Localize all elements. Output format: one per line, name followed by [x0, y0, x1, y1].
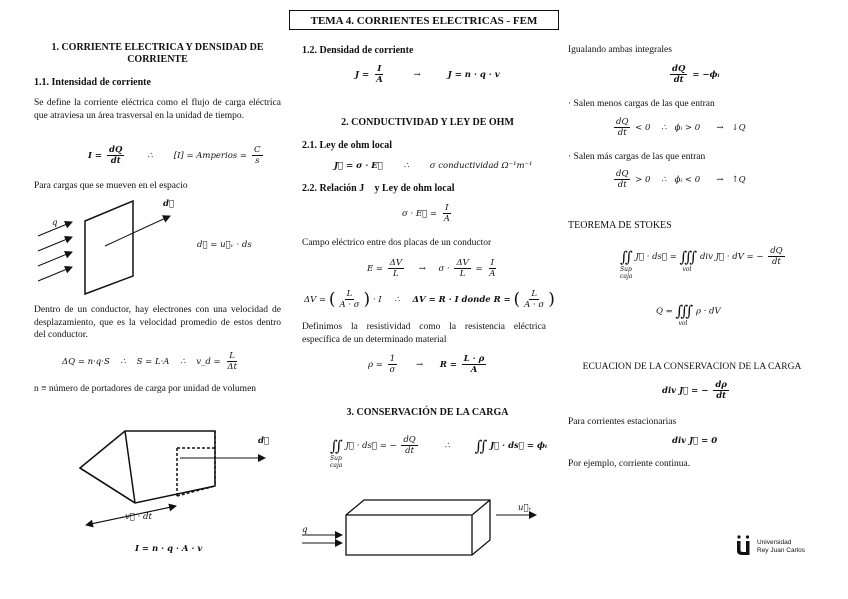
section-1-heading: 1. CORRIENTE ELECTRICA Y DENSIDAD DE CORRIENTE: [51, 42, 264, 65]
paragraph-more-charges: · Salen más cargas de las que entran: [568, 152, 706, 162]
figure-charge-label: q: [52, 218, 58, 228]
section-1-2-heading: 1.2. Densidad de corriente: [302, 45, 414, 56]
equation-intensity: I = $\frac{dQ}{dt}$ ∴ [I] = Amperios = $\frac{C}{s}$: [88, 145, 261, 166]
conservation-equation-heading: ECUACION DE LA CONSERVACION DE LA CARGA: [582, 362, 802, 372]
paragraph-carrier-density: n ≡ número de portadores de carga por unidad de volumen: [34, 384, 257, 394]
stokes-heading: TEOREMA DE STOKES: [568, 220, 672, 231]
equation-field: E = $\frac{\Delta V}{L}$ → σ · $\frac{\Delta V}{L}$ = $\frac{I}{A}$: [367, 258, 496, 279]
paragraph-equating-integrals: Igualando ambas integrales: [568, 45, 672, 55]
figure-charge-label-2: q: [302, 525, 308, 535]
equation-stationary: div J⃗ = 0: [672, 436, 718, 446]
equation-stokes: ∬ Sup caja J⃗ · ds⃗ = ∭ vol div J⃗ · dV = − $\frac{dQ}{dt}$: [620, 246, 783, 280]
equation-total-charge: Q = ∭ vol ρ · dV: [656, 302, 721, 327]
section-3-heading: 3. CONSERVACIÓN DE LA CARGA: [346, 407, 509, 418]
area-plane: [85, 201, 133, 294]
paragraph-moving-charges: Para cargas que se mueven en el espacio: [34, 181, 188, 191]
equation-charge-volume: ΔQ = n·q·S ∴ S = L·A ∴ v_d = $\frac{L}{\Delta t}$: [62, 351, 237, 372]
paragraph-field-plates: Campo eléctrico entre dos placas de un conductor: [302, 238, 492, 248]
university-name: [757, 539, 805, 555]
equation-flux-balance: $\frac{dQ}{dt}$ = −ϕᵢ: [672, 64, 720, 85]
section-2-2-heading: 2.2. Relación J⃗ y Ley de ohm local: [302, 183, 455, 194]
section-1-1-heading: 1.1. Intensidad de corriente: [34, 77, 151, 88]
figure-conductor-segment: [80, 428, 280, 528]
figure-unit-vector-label: u⃗ᵥ: [518, 503, 532, 513]
figure-box-conductor: [300, 495, 540, 565]
charge-arrow: [38, 267, 72, 281]
equation-resistance: ΔV = ( $\frac{L}{A \cdot \sigma}$ ) · I ∴ ΔV = R · I donde R = ( $\frac{L}{A \cdot \sigma}$ ): [304, 289, 555, 310]
paragraph-stationary: Para corrientes estacionarias: [568, 417, 677, 427]
equation-resistivity: ρ = $\frac{1}{\sigma}$ → R = $\frac{L \cdot \rho}{A}$: [368, 354, 485, 375]
equation-current-density: J = $\frac{I}{A}$ → J = n · q · v: [355, 64, 500, 85]
equation-sigma-e: σ · E⃗ = $\frac{I}{A}$: [402, 203, 450, 224]
paragraph-fewer-charges: · Salen menos cargas de las que entran: [568, 99, 715, 109]
equation-displacement: d⃗ = u⃗ᵥ · ds: [197, 240, 252, 250]
paragraph-example: Por ejemplo, corriente continua.: [568, 459, 691, 469]
displacement-arrow: [105, 216, 170, 246]
equation-ohm-local: J⃗ = σ · E⃗ ∴ σ conductividad Ω⁻¹m⁻¹: [334, 161, 533, 171]
paragraph-current-definition: Se define la corriente eléctrica como el flujo de carga eléctrica que atraviesa un área trasversal en la unidad de tiempo.: [34, 98, 281, 121]
charge-arrow: [38, 252, 72, 266]
equation-fewer-charges: $\frac{dQ}{dt}$ < 0 ∴ ϕᵢ > 0 → ↓Q: [616, 117, 746, 138]
figure-displacement-label: d⃗: [163, 199, 175, 209]
section-2-heading: 2. CONDUCTIVIDAD Y LEY DE OHM: [341, 117, 514, 128]
equation-conservation-flux: ∬ Sup caja J⃗ · ds⃗ = − $\frac{dQ}{dt}$ ∴ ∬ J⃗ · ds⃗ = ϕᵢ: [330, 435, 547, 469]
university-name-line2: Rey Juan Carlos: [757, 547, 806, 554]
paragraph-resistivity: Definimos la resistividad como la resistencia eléctrica específica de un determinado material: [302, 322, 546, 345]
figure-direction-label: d⃗: [258, 436, 270, 446]
paragraph-drift-velocity: Dentro de un conductor, hay electrones con una velocidad de desplazamiento, que es la velocidad promedio de estos dentro del conductor.: [34, 305, 281, 340]
equation-more-charges: $\frac{dQ}{dt}$ > 0 ∴ ϕᵢ < 0 → ↑Q: [616, 169, 746, 190]
page-title: TEMA 4. CORRIENTES ELECTRICAS - FEM: [289, 10, 559, 30]
equation-continuity: div J⃗ = − $\frac{d\rho}{dt}$: [662, 380, 727, 401]
figure-length-label: v⃗ · dt: [125, 512, 152, 522]
charge-arrow: [38, 237, 72, 251]
university-logo-icon: [736, 533, 754, 557]
equation-current-density-form: I = n · q · A · v: [135, 544, 203, 554]
university-name-line1: Universidad: [757, 539, 792, 546]
section-2-1-heading: 2.1. Ley de ohm local: [302, 140, 392, 151]
